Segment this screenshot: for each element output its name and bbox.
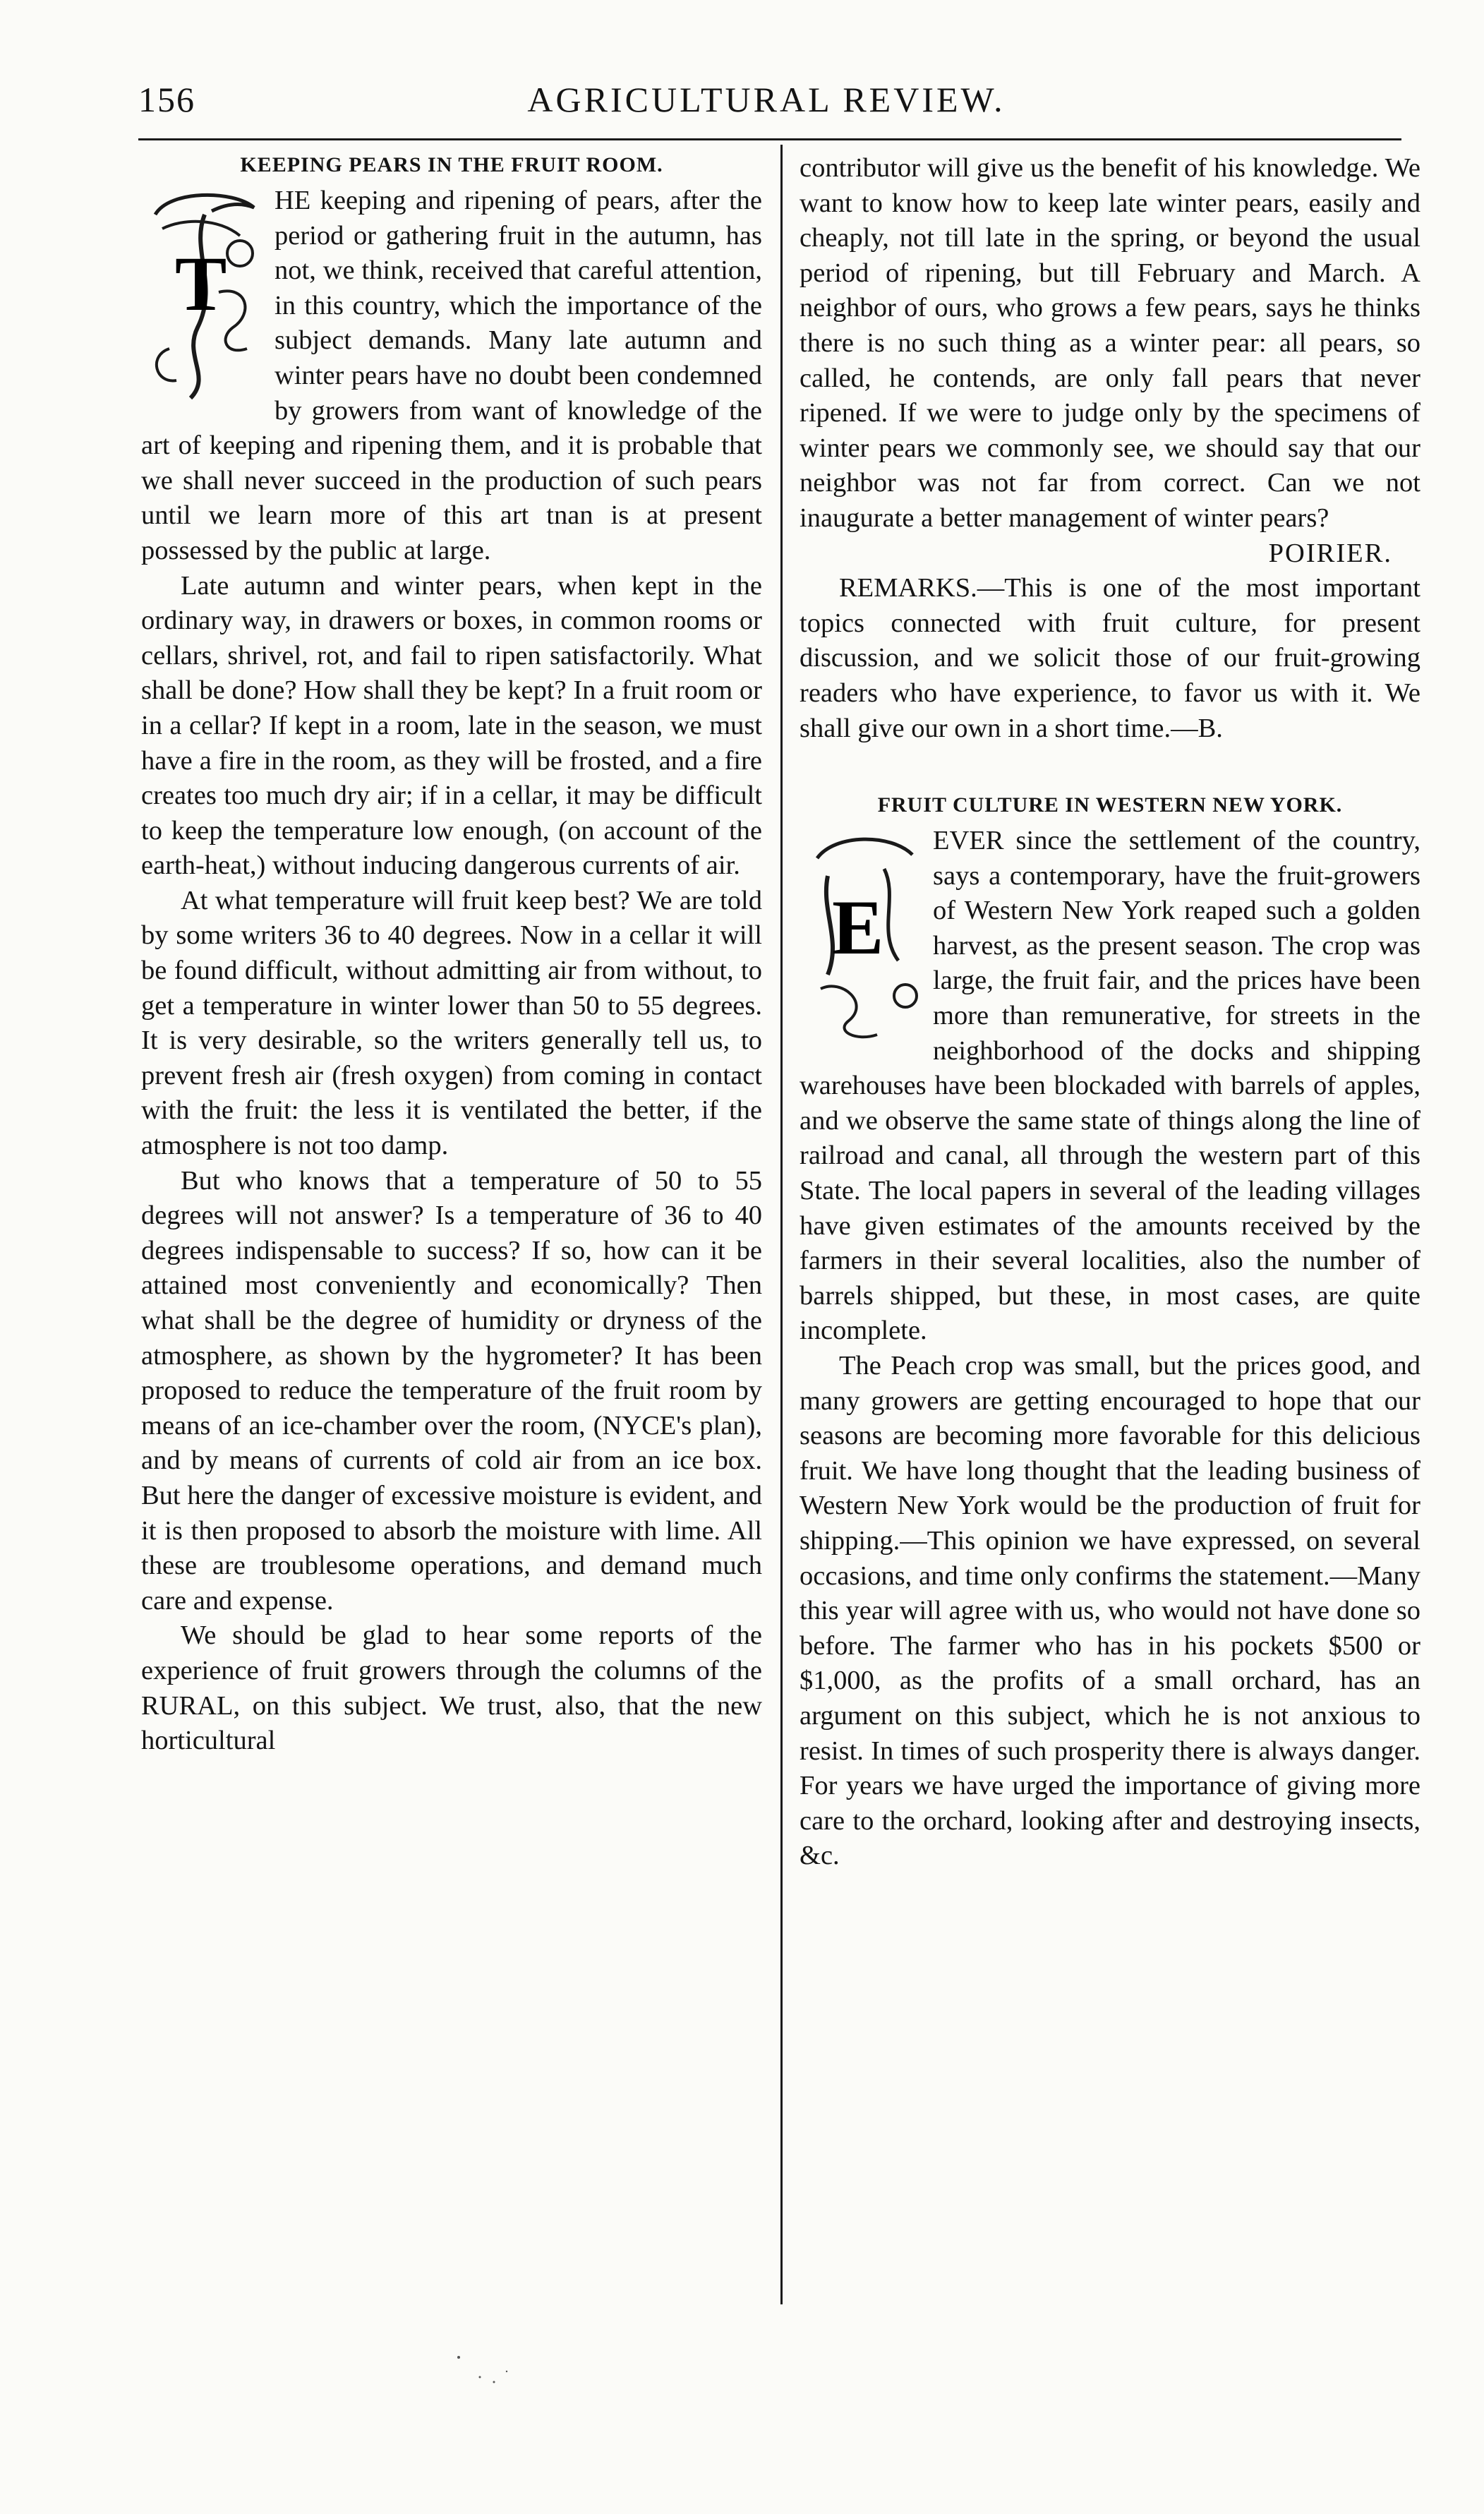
header-rule (138, 138, 1401, 140)
article-title-fruit-culture: FRUIT CULTURE IN WESTERN NEW YORK. (877, 793, 1343, 817)
running-title: AGRICULTURAL REVIEW. (527, 80, 1006, 119)
ornamental-initial-t-icon (141, 186, 265, 407)
page-number: 156 (138, 80, 195, 119)
article2-paragraph-2: The Peach crop was small, but the prices good, and many growers are getting encouraged to hope that our seasons are becoming more favorable for this delicious fruit. We have long thought that the leading business of Western New York would be the production of fruit for shipping.—This opinion we have expressed, on several occasions, and time only confirms the statement.—Many this year will agree with us, who would not have done so before. The farmer who has in his pockets $500 or $1,000, as the profits of a small orchard, has an argument on this subject, which he is not anxious to resist. In times of such prosperity there is always danger. For years we have urged the importance of giving more care to the orchard, looking after and destroying insects, &c. (800, 1351, 1420, 1871)
article1-paragraph-6: contributor will give us the benefit of his knowledge. We want to know how to keep late winter pears, easily and cheaply, not till late in the spring, or beyond the usual period of ripening, but till February and March. A neighbor of ours, who grows a few pears, says he thinks there is no such thing as a winter pear: all pears, so called, he contends, are only fall pears that never ripened. If we were to judge only by the specimens of winter pears we commonly see, we should say that our neighbor was not far from correct. Can we not inaugurate a better management of winter pears? (800, 153, 1420, 533)
drop-cap-letter-e: E (832, 884, 884, 971)
page-header (138, 76, 1394, 126)
article1-paragraph-3: At what temperature will fruit keep best? We are told by some writers 36 to 40 degrees. Now in a cellar it will be found difficult, without admitting air from without, to get a temperature in winter lower than 50 to 55 degrees. It is very desirable, so the writers generally tell us, to prevent fresh air (fresh oxygen) from coming in contact with the fruit: the less it is ventilated the better, if the atmosphere is not too damp. (141, 885, 762, 1161)
article1-paragraph-5: We should be glad to hear some reports of the experience of fruit growers through the columns of the RURAL, on this subject. We trust, also, that the new horticultural (141, 1620, 762, 1756)
author-signature: POIRIER. (1268, 538, 1392, 568)
right-column (800, 151, 1420, 1874)
article1-paragraph-2: Late autumn and winter pears, when kept in the ordinary way, in drawers or boxes, in common rooms or cellars, shrivel, rot, and fail to ripen satisfactorily. What shall be done? How shall they be kept? In a fruit room or in a cellar? If kept in a room, late in the season, we must have a fire in the room, as they will be frosted, and a fire creates too much dry air; if in a cellar, it may be difficult to keep the temperature low enough, (on account of the earth-heat,) without inducing dangerous currents of air. (141, 570, 762, 881)
ornamental-drop-cap-t (141, 186, 265, 407)
article2-paragraph-1: EVER since the settlement of the country, says a contemporary, have the fruit-growers of Western New York reaped such a golden harvest, as the present season. The crop was large, the fruit fair, and the prices have been more than remunerative, for streets in the neighborhood of the docks and shipping warehouses have been blockaded with barrels of apples, and we observe the same state of things along the line of railroad and canal, all through the western part of this State. The local papers in several of the leading villages have given estimates of the amounts received by the farmers in their several localities, also the number of barrels shipped, but these, in most cases, are quite incomplete. (800, 826, 1420, 1346)
print-specks (452, 2350, 536, 2393)
left-column (141, 151, 762, 1759)
ornamental-drop-cap-e (800, 826, 923, 1047)
column-rule (780, 145, 783, 2304)
drop-cap-letter: T (175, 241, 227, 327)
article1-paragraph-1: HE keeping and ripening of pears, after the period or gathering fruit in the autumn, has not, we think, received that careful attention, in this country, which the importance of the subject demands. Many late autumn and winter pears have no doubt been condemned by growers from want of knowledge of the art of keeping and ripening them, and it is probable that we shall never succeed in the production of such pears until we learn more of this art tnan is at present possessed by the public at large. (141, 186, 762, 565)
ornamental-initial-e-icon (800, 826, 923, 1047)
editor-remarks: REMARKS.—This is one of the most important topics connected with fruit culture, for present discussion, and we solicit those of our fruit-growing readers who have experience, to favor us with it. We shall give our own in a short time.—B. (800, 573, 1420, 743)
article1-paragraph-4: But who knows that a temperature of 50 to 55 degrees will not answer? Is a temperature of 36 to 40 degrees indispensable to success? If so, how can it be attained most conveniently and economically? Then what shall be the degree of humidity or dryness of the atmosphere, as shown by the hygrometer? It has been proposed to reduce the temperature of the fruit room by means of an ice-chamber over the room, (NYCE's plan), and by means of currents of cold air from an ice box. But here the danger of excessive moisture is evident, and it is then proposed to absorb the moisture with lime. All these are troublesome operations, and demand much care and expense. (141, 1165, 762, 1616)
article-title-keeping-pears: KEEPING PEARS IN THE FRUIT ROOM. (240, 153, 663, 176)
